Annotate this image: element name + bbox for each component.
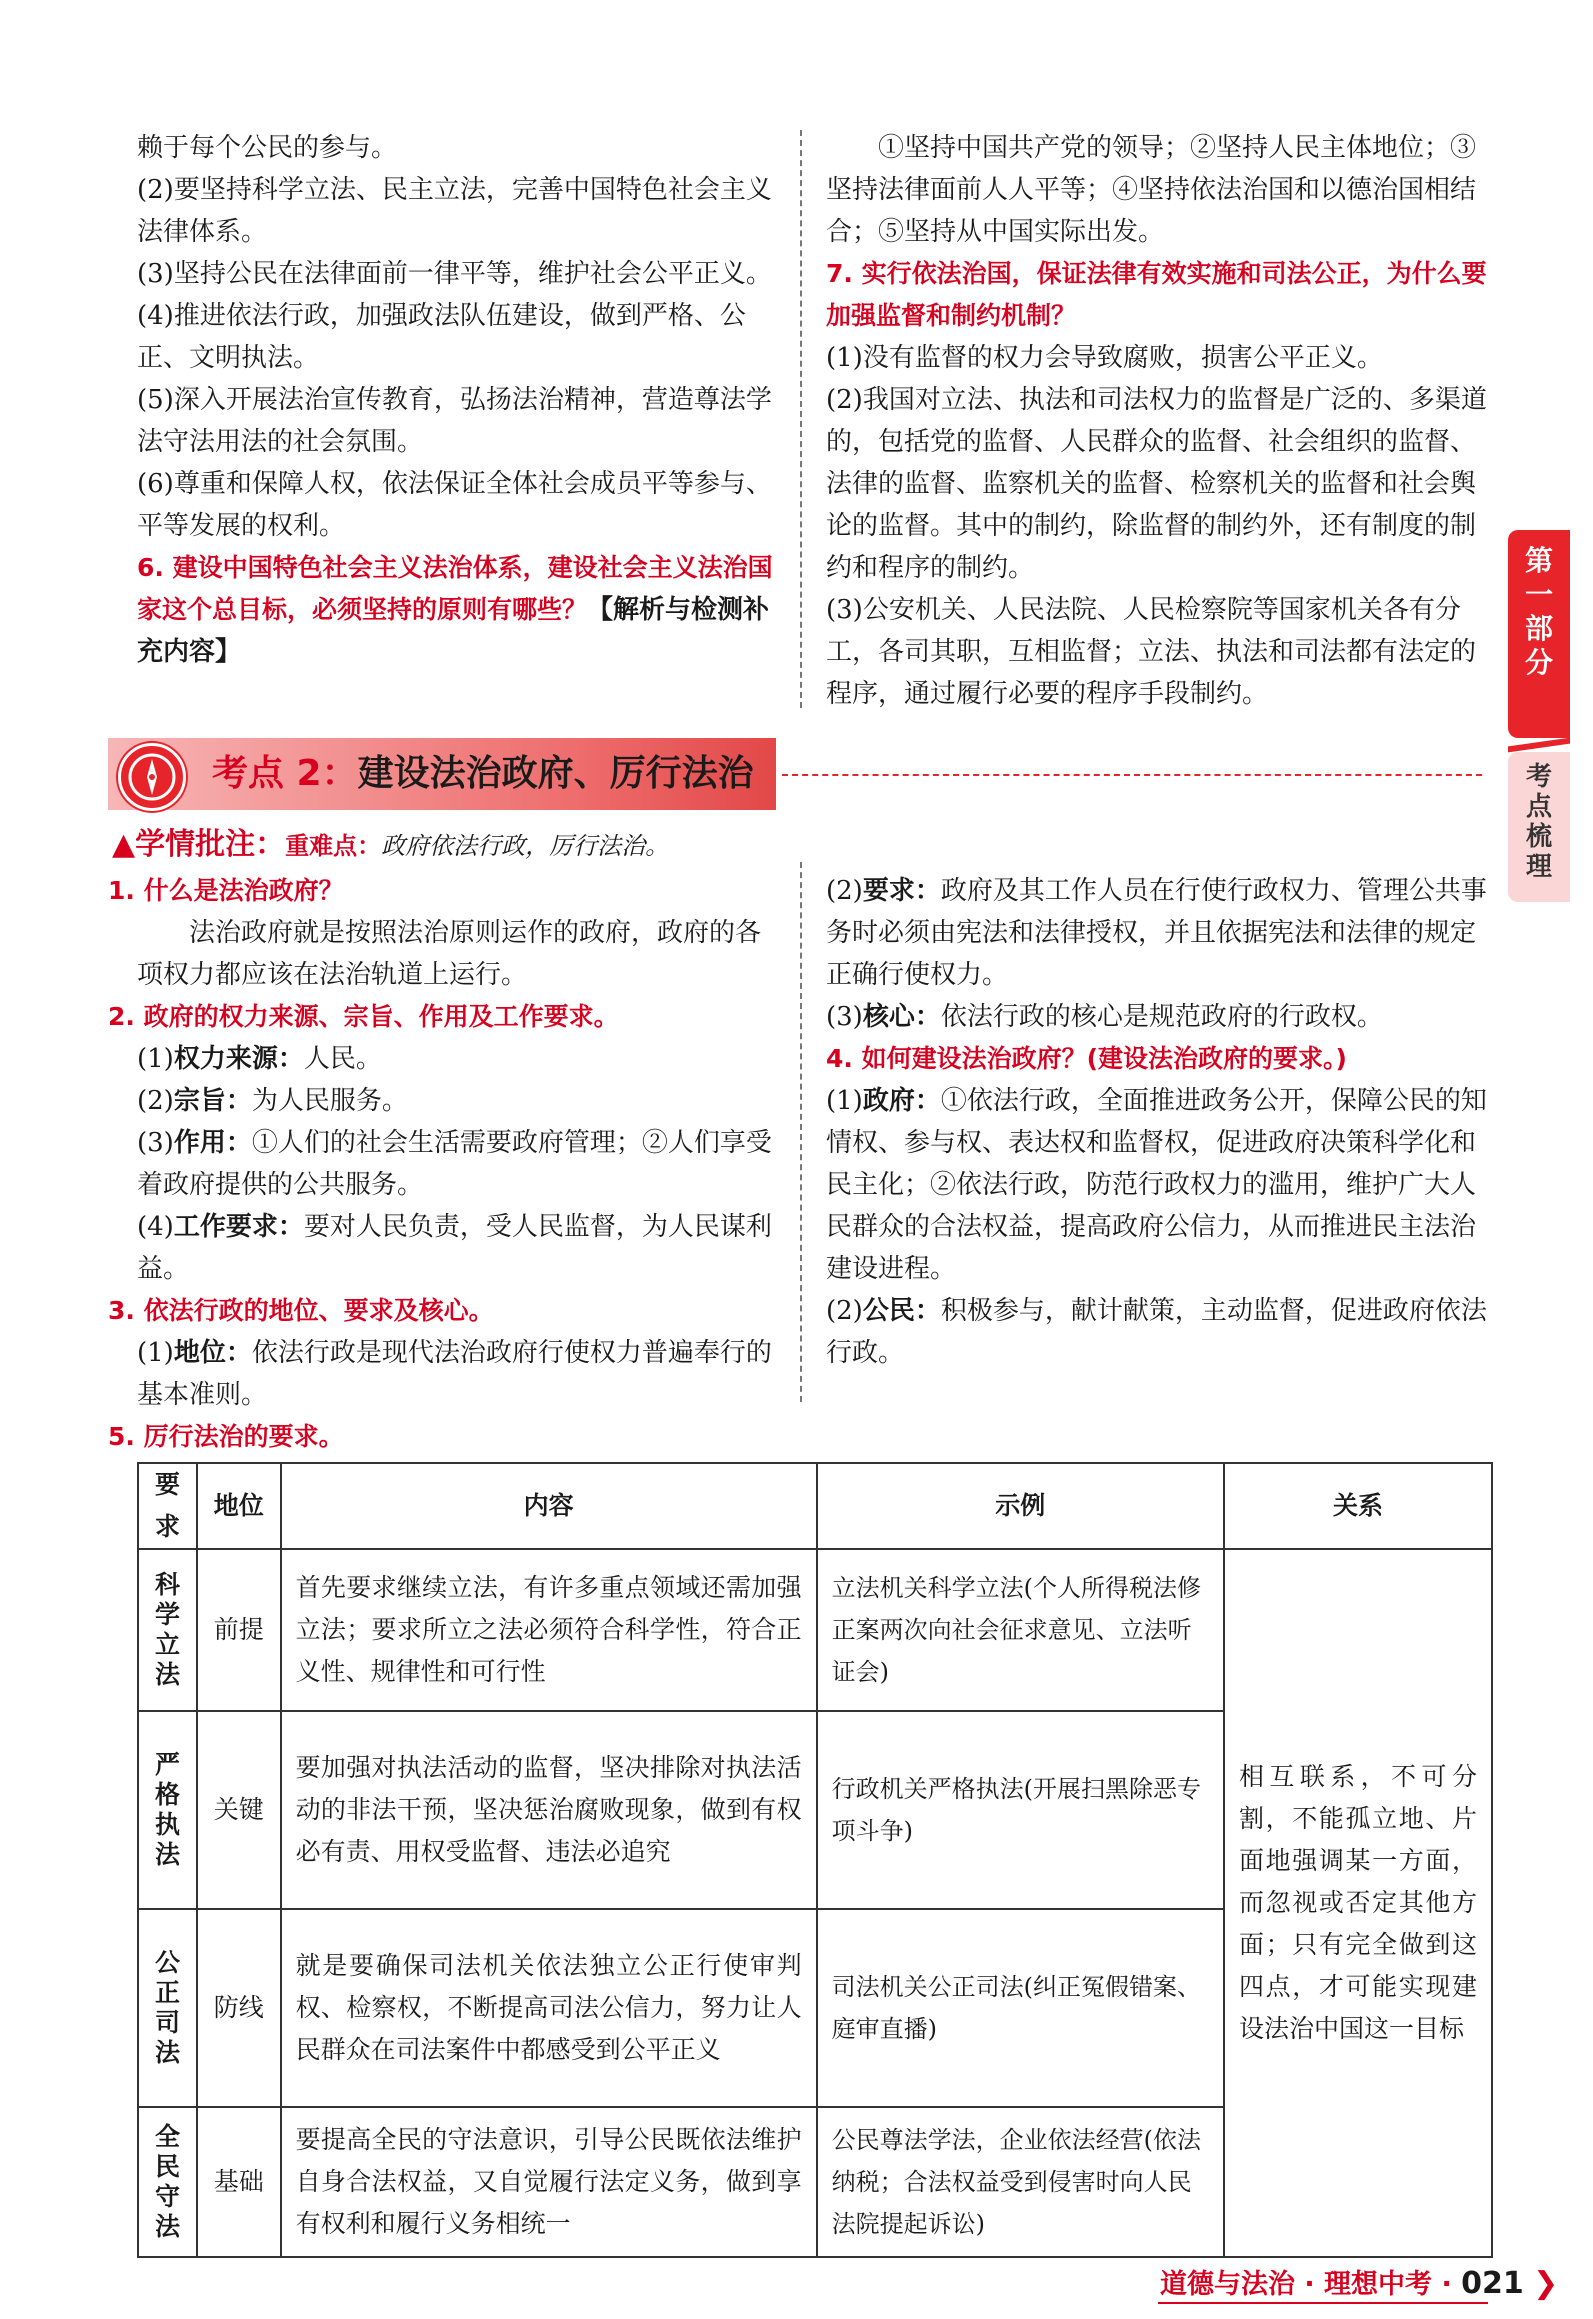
banner-dash-line [782, 774, 1482, 776]
question-1: 1. 什么是法治政府？ [108, 876, 344, 905]
paragraph: (5)深入开展法治宣传教育，弘扬法治精神，营造尊法学法守法用法的社会氛围。 [137, 385, 772, 457]
paragraph: (4)推进依法行政，加强政法队伍建设，做到严格、公正、文明执法。 [137, 301, 746, 373]
page-number: 021 [1461, 2266, 1524, 2301]
requirement-cell: 全民守法 [138, 2107, 197, 2257]
requirement-cell: 科学立法 [138, 1549, 197, 1711]
paragraph: (1)政府：①依法行政，全面推进政务公开，保障公民的知情权、参与权、表达权和监督权，促进政府决策科学化和民主化；②依法行政，防范行政权力的滥用，维护广大人民群众的合法权益，提高政府公信力，从而推进民主法治建设进程。 [826, 1086, 1487, 1284]
top-right-column [826, 127, 1490, 715]
requirement-cell: 公正司法 [138, 1909, 197, 2107]
example-cell: 司法机关公正司法(纠正冤假错案、庭审直播) [817, 1909, 1224, 2107]
paragraph: (1)没有监督的权力会导致腐败，损害公平正义。 [826, 343, 1383, 373]
topic-banner [108, 738, 776, 810]
paragraph: 赖于每个公民的参与。 [137, 133, 398, 163]
section-tab-label: 第一部分 [1524, 544, 1553, 679]
requirement-cell: 严格执法 [138, 1711, 197, 1909]
paragraph: (2)宗旨：为人民服务。 [137, 1086, 408, 1116]
table-header-row [138, 1463, 1492, 1549]
mid-left-column [108, 870, 781, 1458]
relation-cell: 相互联系，不可分割，不能孤立地、片面地强调某一方面，而忽视或否定其他方面；只有完全做到这四点，才可能实现建设法治中国这一目标 [1224, 1549, 1492, 2257]
content-cell: 要提高全民的守法意识，引导公民既依法维护自身合法权益，又自觉履行法定义务，做到享有权利和履行义务相统一 [281, 2107, 817, 2257]
content-cell: 就是要确保司法机关依法独立公正行使审判权、检察权，不断提高司法公信力，努力让人民群众在司法案件中都感受到公平正义 [281, 1909, 817, 2107]
study-note: ▲学情批注：重难点：政府依法行政，厉行法治。 [112, 827, 670, 862]
question-6: 6. 建设中国特色社会主义法治体系，建设社会主义法治国家这个总目标，必须坚持的原则有哪些？【解析与检测补充内容】 [137, 553, 773, 667]
question-7: 7. 实行依法治国，保证法律有效实施和司法公正，为什么要加强监督和制约机制？ [826, 259, 1487, 330]
paragraph: (2)公民：积极参与，献计献策，主动监督，促进政府依法行政。 [826, 1296, 1487, 1368]
column-divider [800, 130, 802, 708]
content-cell: 首先要求继续立法，有许多重点领域还需加强立法；要求所立之法必须符合科学性，符合正义性、规律性和可行性 [281, 1549, 817, 1711]
banner-title: 考点 2：建设法治政府、厉行法治 [212, 753, 754, 794]
example-cell: 行政机关严格执法(开展扫黑除恶专项斗争) [817, 1711, 1224, 1909]
paragraph: (3)坚持公民在法律面前一律平等，维护社会公平正义。 [137, 259, 772, 289]
position-cell: 基础 [197, 2107, 281, 2257]
paragraph: (3)作用：①人们的社会生活需要政府管理；②人们享受着政府提供的公共服务。 [137, 1128, 772, 1200]
example-cell: 立法机关科学立法(个人所得税法修正案两次向社会征求意见、立法听证会) [817, 1549, 1224, 1711]
position-cell: 关键 [197, 1711, 281, 1909]
paragraph: (1)权力来源：人民。 [137, 1044, 382, 1074]
paragraph: (4)工作要求：要对人民负责，受人民监督，为人民谋利益。 [137, 1212, 772, 1284]
tab-divider [1508, 738, 1570, 753]
section-tab-review[interactable] [1508, 752, 1570, 902]
question-2: 2. 政府的权力来源、宗旨、作用及工作要求。 [108, 1002, 619, 1031]
paragraph: 法治政府就是按照法治原则运作的政府，政府的各项权力都应该在法治轨道上运行。 [137, 918, 762, 990]
header-content: 内容 [281, 1463, 817, 1549]
paragraph: ①坚持中国共产党的领导；②坚持人民主体地位；③坚持法律面前人人平等；④坚持依法治国和以德治国相结合；⑤坚持从中国实际出发。 [826, 133, 1477, 247]
compass-icon-graphic [121, 746, 183, 808]
paragraph: (6)尊重和保障人权，依法保证全体社会成员平等参与、平等发展的权利。 [137, 469, 772, 541]
section-tab-part-one[interactable] [1508, 530, 1570, 738]
paragraph: (2)要求：政府及其工作人员在行使行政权力、管理公共事务时必须由宪法和法律授权，并且依据宪法和法律的规定正确行使权力。 [826, 876, 1487, 990]
mid-right-column [826, 870, 1490, 1374]
header-example: 示例 [817, 1463, 1224, 1549]
header-requirement: 要求 [138, 1463, 197, 1549]
header-relation: 关系 [1224, 1463, 1492, 1549]
paragraph: (3)核心：依法行政的核心是规范政府的行政权。 [826, 1002, 1383, 1032]
header-position: 地位 [197, 1463, 281, 1549]
question-4: 4. 如何建设法治政府？(建设法治政府的要求。) [826, 1044, 1347, 1073]
supplement-note: 【解析与检测补充内容】 [137, 595, 770, 667]
compass-icon [118, 743, 186, 811]
section-tab-label: 考点梳理 [1525, 762, 1552, 882]
position-cell: 前提 [197, 1549, 281, 1711]
footer-underline [1158, 2302, 1488, 2304]
table-row [138, 1549, 1492, 1711]
example-cell: 公民尊法学法，企业依法经营(依法纳税；合法权益受到侵害时向人民法院提起诉讼) [817, 2107, 1224, 2257]
column-divider [800, 862, 802, 1402]
question-5: 5. 厉行法治的要求。 [108, 1422, 344, 1451]
paragraph: (2)我国对立法、执法和司法权力的监督是广泛的、多渠道的，包括党的监督、人民群众的监督、社会组织的监督、法律的监督、监察机关的监督、检察机关的监督和社会舆论的监督。其中的制约，除监督的制约外，还有制度的制约和程序的制约。 [826, 385, 1487, 583]
page-footer [1160, 2262, 1558, 2301]
paragraph: (3)公安机关、人民法院、人民检察院等国家机关各有分工，各司其职，互相监督；立法、执法和司法都有法定的程序，通过履行必要的程序手段制约。 [826, 595, 1477, 709]
paragraph: (1)地位：依法行政是现代法治政府行使权力普遍奉行的基本准则。 [137, 1338, 772, 1410]
question-3: 3. 依法行政的地位、要求及核心。 [108, 1296, 494, 1325]
content-cell: 要加强对执法活动的监督，坚决排除对执法活动的非法干预，坚决惩治腐败现象，做到有权必有责、用权受监督、违法必追究 [281, 1711, 817, 1909]
footer-subject: 道德与法治 · 理想中考 · [1160, 2269, 1452, 2300]
paragraph: (2)要坚持科学立法、民主立法，完善中国特色社会主义法律体系。 [137, 175, 772, 247]
top-left-column [137, 127, 781, 673]
position-cell: 防线 [197, 1909, 281, 2107]
chevron-right-icon: ❯ [1533, 2266, 1559, 2301]
rule-of-law-table [137, 1462, 1493, 2258]
